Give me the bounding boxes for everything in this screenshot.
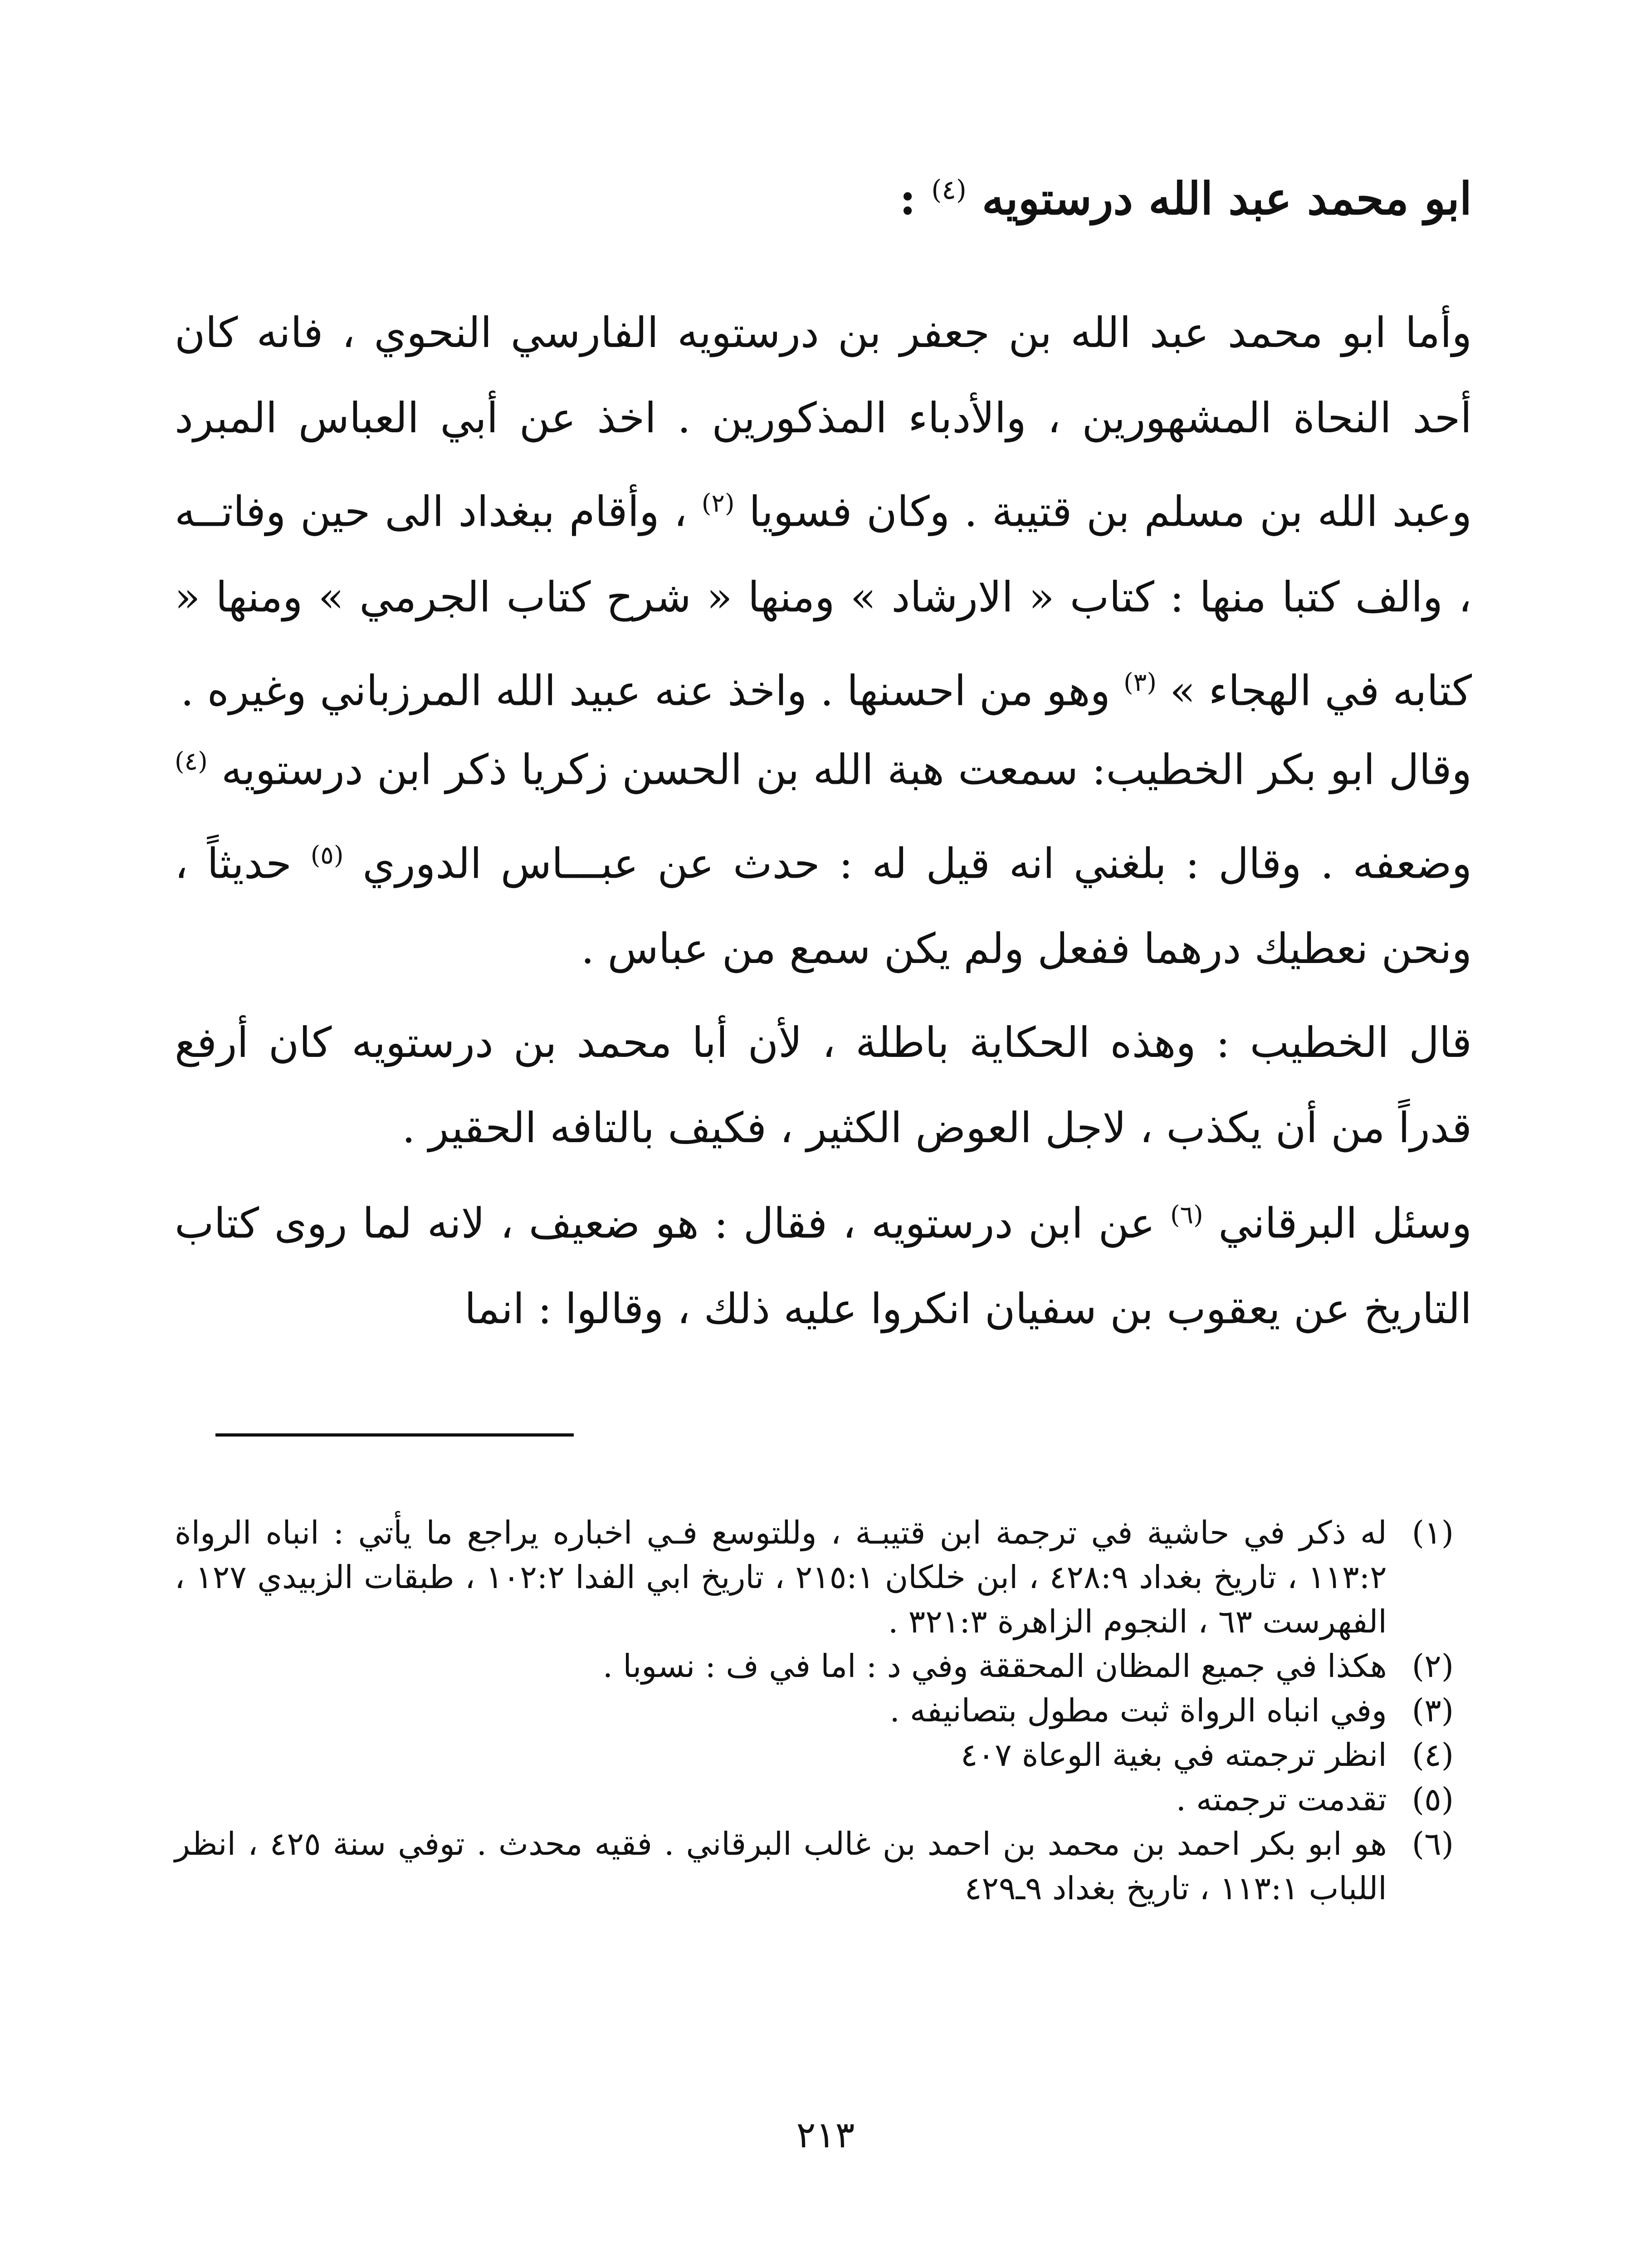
- paragraph-text: حديثاً ، ونحن نعطيك درهما ففعل ولم يكن سمع من عباس .: [175, 839, 1472, 973]
- footnote-6: [175, 1822, 1472, 1911]
- footnote-4: [175, 1733, 1472, 1777]
- paragraph-4: [175, 1173, 1472, 1352]
- footnote-2: [175, 1644, 1472, 1688]
- footnote-text: هو ابو بكر احمد بن محمد بن احمد بن غالب البرقاني . فقيه محدث . توفي سنة ٤٢٥ ، انظر اللباب ١١٣:١ ، تاريخ بغداد ٩ـ٤٢٩: [175, 1825, 1387, 1907]
- paragraph-text: قال الخطيب : وهذه الحكاية باطلة ، لأن أبا محمد بن درستويه كان أرفع قدراً من أن يكذب ، لاجل العوض الكثير ، فكيف بالتافه الحقير .: [175, 1018, 1472, 1152]
- footnote-1: [175, 1510, 1472, 1644]
- section-heading: [156, 170, 1472, 228]
- footnote-ref: (٣): [1123, 668, 1157, 697]
- footnote-ref: (٥): [310, 841, 344, 870]
- footnote-number: (٣): [1412, 1692, 1454, 1729]
- footnote-text: هكذا في جميع المظان المحققة وفي د : اما في ف : نسوبا .: [602, 1647, 1387, 1685]
- paragraph-text: وقال ابو بكر الخطيب: سمعت هبة الله بن الحسن زكريا ذكر ابن درستويه: [221, 745, 1472, 794]
- footnote-text: انظر ترجمته في بغية الوعاة ٤٠٧: [960, 1736, 1387, 1774]
- paragraph-text: ، وأقام ببغداد الى حين وفاتــه ، والف كتبا منها : كتاب « الارشاد » ومنها « شرح كتاب الجرمي » ومنها « كتابه في الهجاء »: [175, 487, 1472, 715]
- footnote-text: له ذكر في حاشية في ترجمة ابن قتيبـة ، وللتوسع فـي اخباره يراجع ما يأتي : انباه الرواة ١١٣:٢ ، تاريخ بغداد ٤٢٨:٩ ، ابن خلكان ٢١٥:١ ، تاريخ ابي الفدا ١٠٢:٢ ، طبقات الزبيدي ١٢٧ ، الفهرست ٦٣ ، النجوم الزاهرة ٣٢١:٣ .: [175, 1514, 1387, 1640]
- footnote-divider: [215, 1433, 574, 1437]
- paragraph-1: [175, 290, 1472, 733]
- footnote-text: تقدمت ترجمته .: [1176, 1781, 1387, 1818]
- heading-colon: :: [899, 173, 932, 225]
- footnote-ref: (٤): [175, 747, 208, 776]
- footnote-3: [175, 1688, 1472, 1733]
- footnote-number: (٢): [1412, 1647, 1454, 1685]
- footnote-number: (٤): [1412, 1736, 1454, 1774]
- paragraph-3: [175, 1000, 1472, 1171]
- footnote-text: وفي انباه الرواة ثبت مطول بتصانيفه .: [889, 1692, 1387, 1729]
- footnote-number: (٥): [1412, 1781, 1454, 1818]
- paragraph-2: [175, 719, 1472, 992]
- footnote-5: [175, 1777, 1472, 1822]
- footnote-number: (٦): [1412, 1825, 1454, 1862]
- footnote-ref: (٦): [1170, 1201, 1203, 1230]
- paragraph-text: وهو من احسنها . واخذ عنه عبيد الله المرزباني وغيره .: [181, 666, 1124, 715]
- page-number: ٢١٣: [796, 2114, 855, 2156]
- paragraph-text: وأما ابو محمد عبد الله بن جعفر بن درستويه الفارسي النحوي ، فانه كان أحد النحاة المشهورين ، والأدباء المذكورين . اخذ عن أبي العباس المبرد وعبد الله بن مسلم بن قتيبة . وكان فسويا: [175, 308, 1472, 536]
- footnote-ref: (٢): [701, 489, 735, 518]
- paragraph-text: وضعفه . وقال : بلغني انه قيل له : حدث عن عبـــاس الدوري: [362, 839, 1472, 888]
- footnote-ref: (٤): [931, 174, 967, 205]
- heading-text: ابو محمد عبد الله درستويه: [982, 173, 1472, 225]
- paragraph-text: عن ابن درستويه ، فقال : هو ضعيف ، لانه لما روى كتاب التاريخ عن يعقوب بن سفيان انكروا عليه ذلك ، وقالوا : انما: [175, 1199, 1472, 1333]
- paragraph-text: وسئل البرقاني: [1218, 1199, 1472, 1248]
- footnotes-list: [175, 1510, 1472, 1911]
- footnote-number: (١): [1412, 1514, 1454, 1551]
